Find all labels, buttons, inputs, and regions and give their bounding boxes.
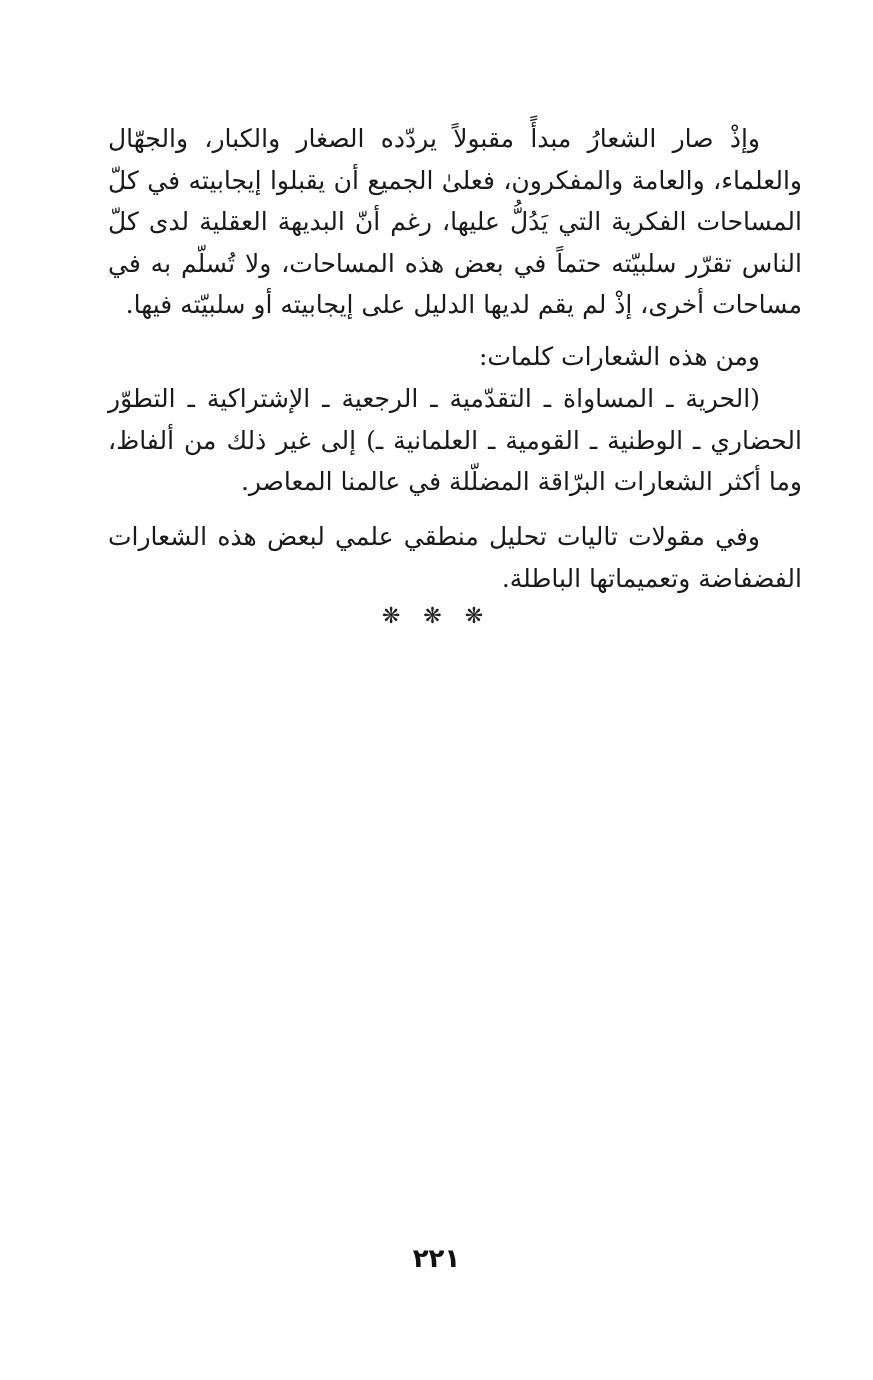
paragraph-slogans-list [108, 378, 802, 503]
paragraph-slogans-intro [108, 336, 802, 378]
paragraph-slogans-acceptance [108, 118, 802, 326]
page-number: ٢٢١ [412, 1244, 461, 1274]
section-separator: ❋ ❋ ❋ [381, 604, 492, 629]
paragraph-text: وفي مقولات تاليات تحليل منطقي علمي لبعض هذه الشعارات الفضفاضة وتعميماتها الباطلة. [108, 522, 802, 593]
paragraph-text: (الحرية ـ المساواة ـ التقدّمية ـ الرجعية ـ الإشتراكية ـ التطوّر الحضاري ـ الوطنية ـ القومية ـ العلمانية ـ) إلى غير ذلك من ألفاظ، وما أكثر الشعارات البرّاقة المضلّلة في عالمنا المعاصر. [108, 384, 802, 496]
paragraph-text: ومن هذه الشعارات كلمات: [478, 342, 760, 371]
paragraph-text: وإذْ صار الشعارُ مبدأً مقبولاً يردّده الصغار والكبار، والجهّال والعلماء، والعامة والمفكرون، فعلىٰ الجميع أن يقبلوا إيجابيته في كلّ المساحات الفكرية التي يَدُلُّ عليها، رغم أنّ البديهة العقلية لدى كلّ الناس تقرّر سلبيّته حتماً في بعض هذه المساحات، ولا تُسلّم به في مساحات أخرى، إذْ لم يقم لديها الدليل على إيجابيته أو سلبيّته فيها. [108, 124, 802, 319]
paragraph-analysis-note [108, 516, 802, 599]
